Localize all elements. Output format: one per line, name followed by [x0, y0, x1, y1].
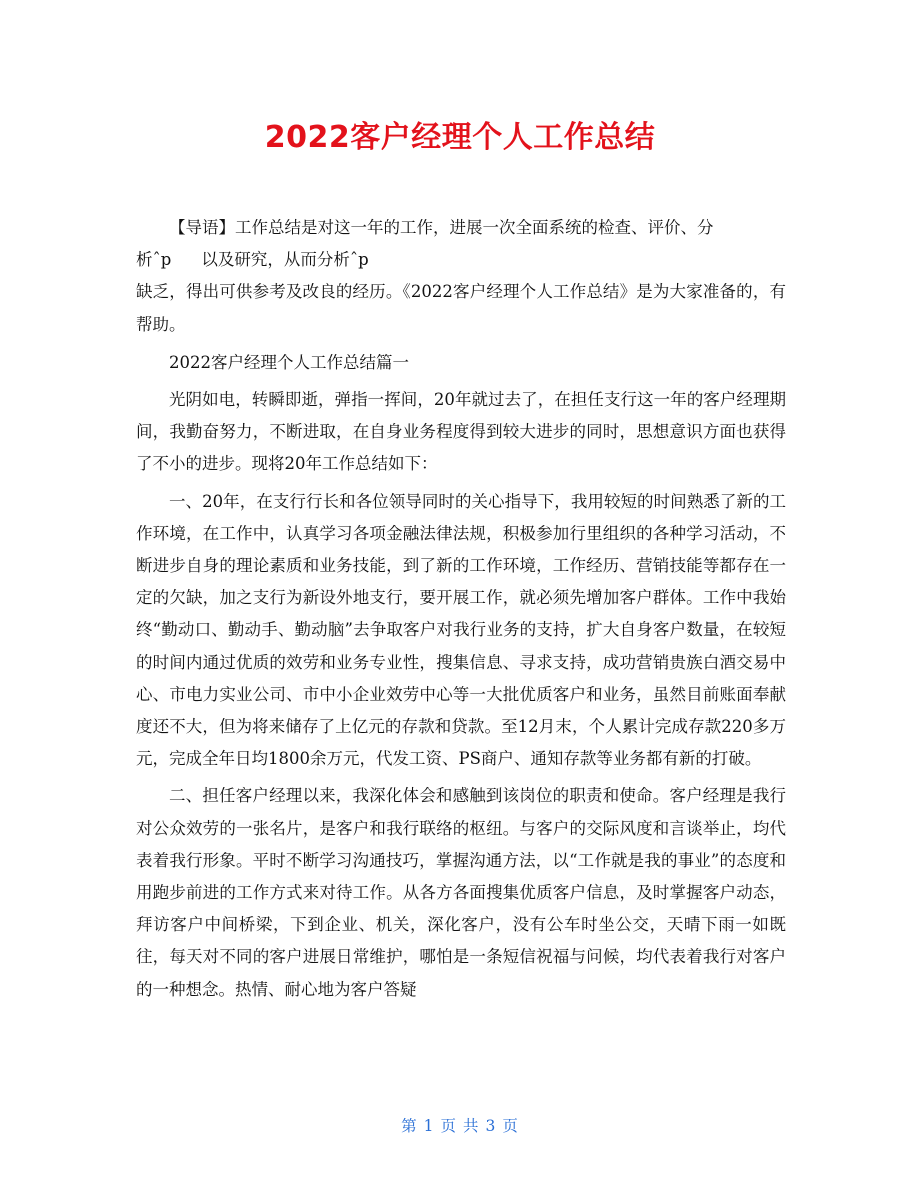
section-heading: 2022客户经理个人工作总结篇一	[169, 352, 409, 372]
intro-line-2	[136, 244, 786, 276]
paragraph-3: 二、担任客户经理以来，我深化体会和感触到该岗位的职责和使命。客户经理是我行对公众效劳的一张名片，是客户和我行联络的枢纽。与客户的交际风度和言谈举止，均代表着我行形象。平时不断学习沟通技巧，掌握沟通方法，以“工作就是我的事业”的态度和用跑步前进的工作方式来对待工作。从各方各面搜集优质客户信息，及时掌握客户动态，拜访客户中间桥梁，下到企业、机关，深化客户，没有公车时坐公交，天晴下雨一如既往，每天对不同的客户进展日常维护，哪怕是一条短信祝福与问候，均代表着我行对客户的一种想念。热情、耐心地为客户答疑	[136, 786, 786, 999]
footer-page-number: 1	[423, 1117, 435, 1135]
footer-word-gong: 共	[463, 1117, 480, 1135]
paragraph-2: 一、20年，在支行行长和各位领导同时的关心指导下，我用较短的时间熟悉了新的工作环境，在工作中，认真学习各项金融法律法规，积极参加行里组织的各种学习活动，不断进步自身的理论素质和业务技能，到了新的工作环境，工作经历、营销技能等都存在一定的欠缺，加之支行为新设外地支行，要开展工作，就必须先增加客户群体。工作中我始终“勤动口、勤动手、勤动脑”去争取客户对我行业务的支持，扩大自身客户数量，在较短的时间内通过优质的效劳和业务专业性，搜集信息、寻求支持，成功营销贵族白酒交易中心、市电力实业公司、市中小企业效劳中心等一大批优质客户和业务，虽然目前账面奉献度还不大，但为将来储存了上亿元的存款和贷款。至12月末，个人累计完成存款220多万元，完成全年日均1800余万元，代发工资、PS商户、通知存款等业务都有新的打破。	[136, 491, 786, 769]
intro-line-2-part-b: 以及研究，从而分析ˆp	[201, 250, 369, 270]
page-footer	[0, 1114, 920, 1136]
intro-line-2-part-a: 析ˆp	[136, 250, 172, 270]
footer-total-pages: 3	[485, 1117, 497, 1135]
footer-word-ye-2: 页	[502, 1117, 519, 1135]
footer-word-di: 第	[401, 1117, 418, 1135]
paragraph-1: 光阴如电，转瞬即逝，弹指一挥间，20年就过去了，在担任支行这一年的客户经理期间，我勤奋努力，不断进取，在自身业务程度得到较大进步的同时，思想意识方面也获得了不小的进步。现将20年工作总结如下：	[136, 390, 786, 474]
document-body	[136, 212, 786, 1006]
footer-word-ye: 页	[440, 1117, 457, 1135]
intro-line-1: 【导语】工作总结是对这一年的工作，进展一次全面系统的检查、评价、分	[169, 218, 714, 237]
document-title: 2022客户经理个人工作总结	[264, 120, 656, 155]
intro-line-3: 缺乏，得出可供参考及改良的经历。《2022客户经理个人工作总结》是为大家准备的，有帮助。	[136, 282, 786, 334]
